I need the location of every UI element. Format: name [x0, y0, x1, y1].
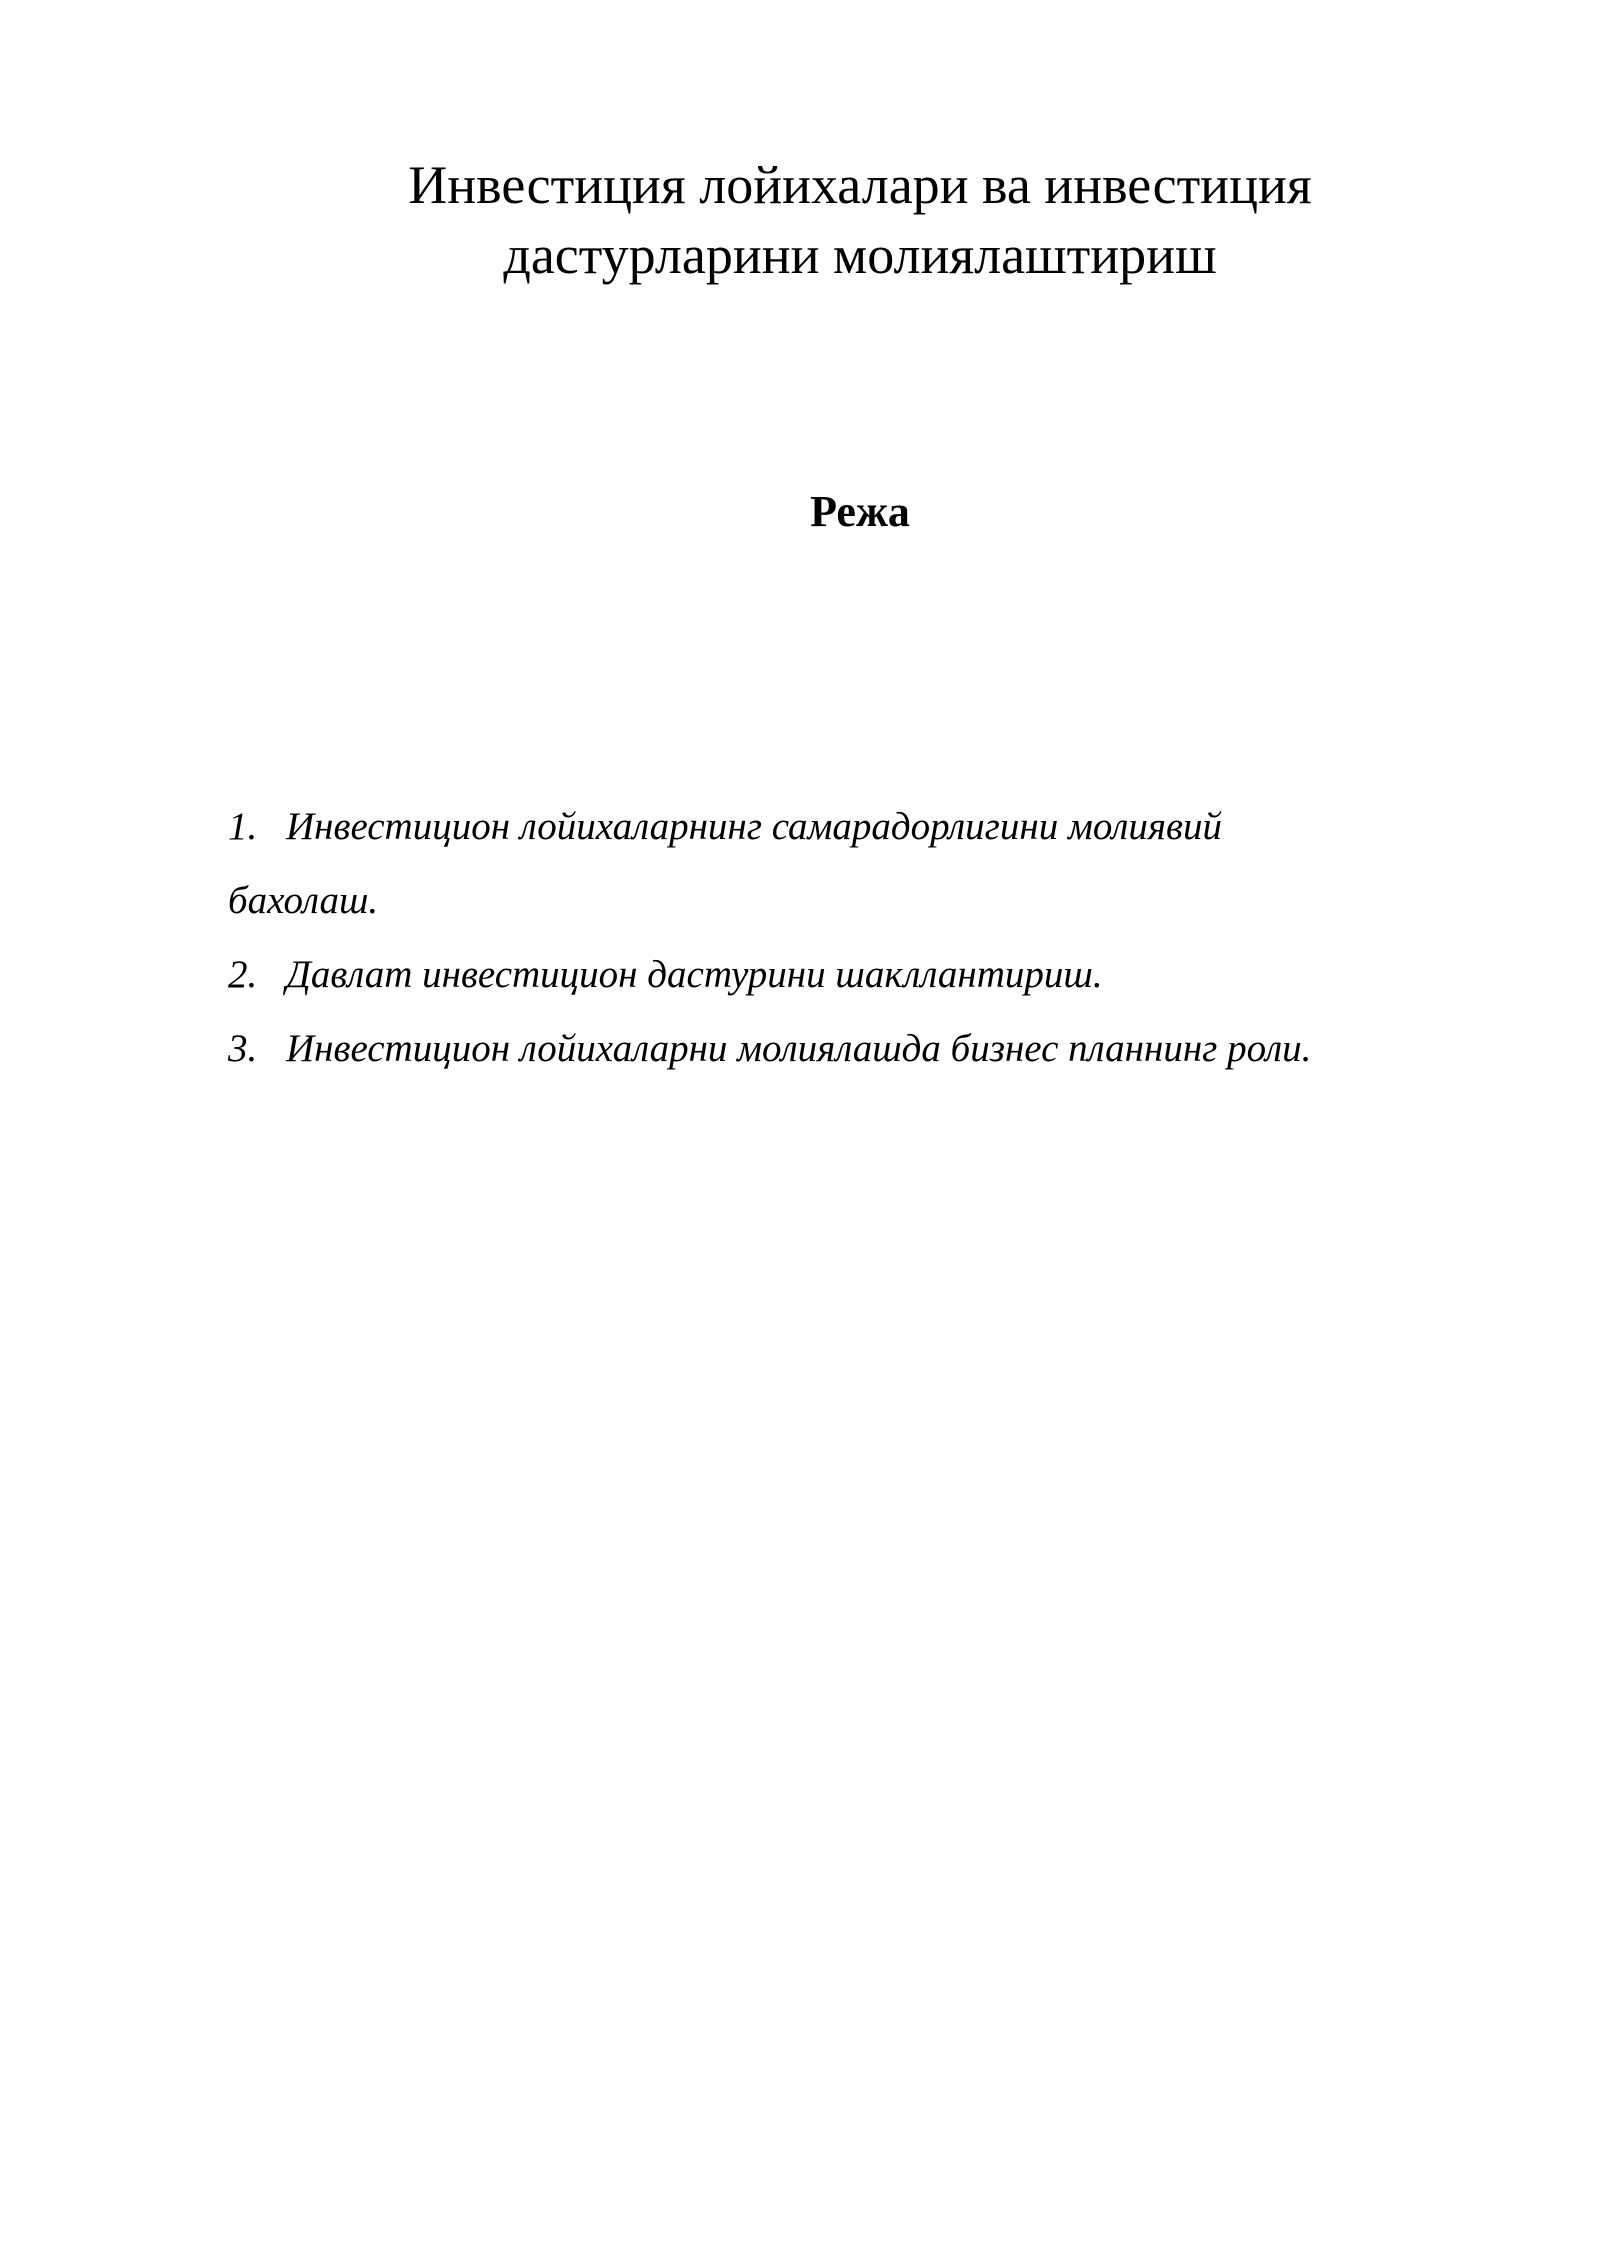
plan-item-continuation: бахолаш. [228, 879, 379, 922]
document-title-line-1: Инвестиция лойихалари ва инвестиция [408, 155, 1312, 215]
plan-item-number: 3. [228, 1027, 258, 1070]
plan-item-3 [228, 1012, 1478, 1086]
plan-item-text: Давлат инвестицион дастурини шакллантириш. [286, 953, 1103, 996]
plan-item-number: 1. [228, 805, 258, 848]
plan-item-2 [228, 938, 1478, 1012]
document-title-line-2: дастурларини молиялаштириш [503, 225, 1217, 285]
document-title [300, 150, 1420, 290]
plan-item-number: 2. [228, 953, 258, 996]
plan-item-text: Инвестицион лойихаларнинг самарадорлигини молиявий [286, 805, 1222, 848]
plan-item-text: Инвестицион лойихаларни молиялашда бизнес планнинг роли. [286, 1027, 1312, 1070]
plan-item-1 [228, 790, 1478, 938]
plan-list [228, 790, 1478, 1086]
plan-heading: Режа [810, 487, 910, 536]
